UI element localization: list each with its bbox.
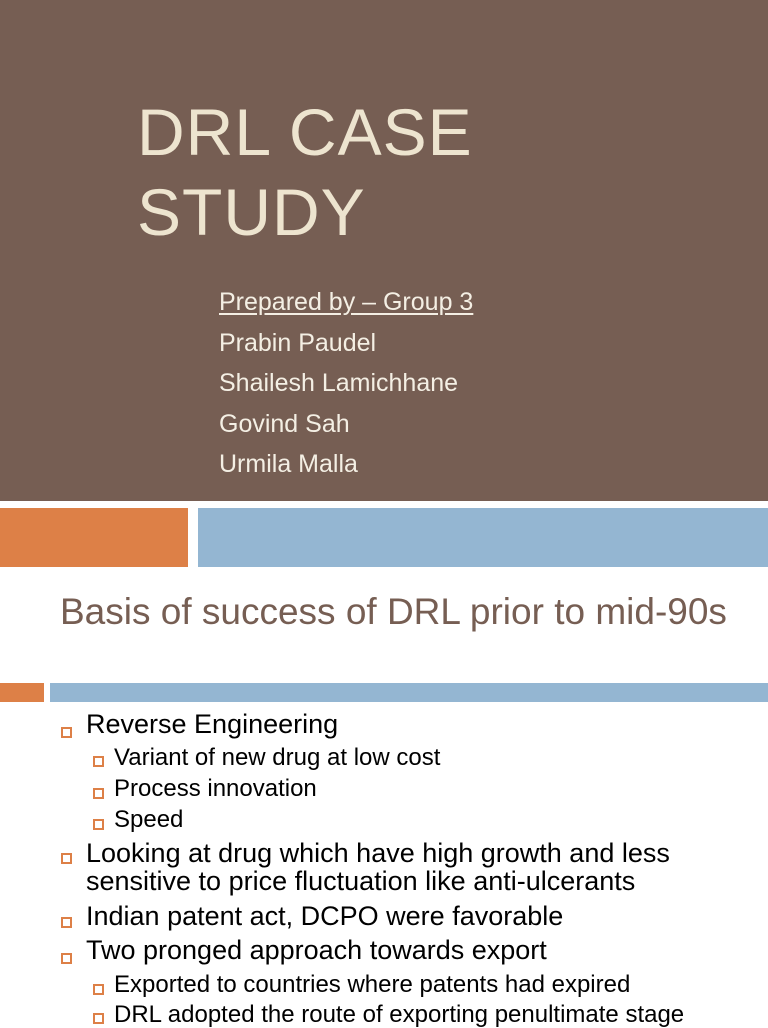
square-bullet-icon [93, 788, 104, 799]
square-bullet-icon [61, 853, 72, 864]
sub-bullet-item: Speed [114, 806, 184, 833]
accent-band-blue [198, 508, 768, 567]
member-name: Govind Sah [219, 409, 350, 438]
bullet-item: Two pronged approach towards export [86, 935, 547, 965]
square-bullet-icon [61, 727, 72, 738]
sub-bullet-item: Exported to countries where patents had expired [114, 971, 631, 998]
square-bullet-icon [93, 756, 104, 767]
title-line-2: STUDY [137, 175, 366, 249]
square-bullet-icon [61, 917, 72, 928]
slide-title [137, 92, 697, 252]
square-bullet-icon [61, 953, 72, 964]
title-line-1: DRL CASE [137, 95, 473, 169]
accent-strip-blue [50, 683, 768, 702]
prepared-by-heading: Prepared by – Group 3 [219, 288, 474, 316]
bullet-item: Looking at drug which have high growth and less [86, 838, 670, 868]
bullet-item: Indian patent act, DCPO were favorable [86, 901, 564, 931]
member-name: Urmila Malla [219, 450, 358, 479]
sub-bullet-item: DRL adopted the route of exporting penultimate stage [114, 1001, 685, 1028]
slide2-title: Basis of success of DRL prior to mid-90s [60, 591, 727, 632]
square-bullet-icon [93, 984, 104, 995]
sub-bullet-item: Process innovation [114, 775, 317, 802]
sub-bullet-item: Variant of new drug at low cost [114, 744, 441, 771]
accent-strip-orange [0, 683, 44, 702]
square-bullet-icon [93, 1013, 104, 1024]
member-name: Prabin Paudel [219, 328, 377, 357]
member-name: Shailesh Lamichhane [219, 369, 459, 398]
square-bullet-icon [93, 819, 104, 830]
title-slide [0, 0, 768, 501]
authors-block [219, 282, 473, 485]
bullet-item-continuation: sensitive to price fluctuation like anti-ulcerants [86, 866, 636, 896]
accent-band-orange [0, 508, 188, 567]
bullet-item: Reverse Engineering [86, 709, 339, 739]
